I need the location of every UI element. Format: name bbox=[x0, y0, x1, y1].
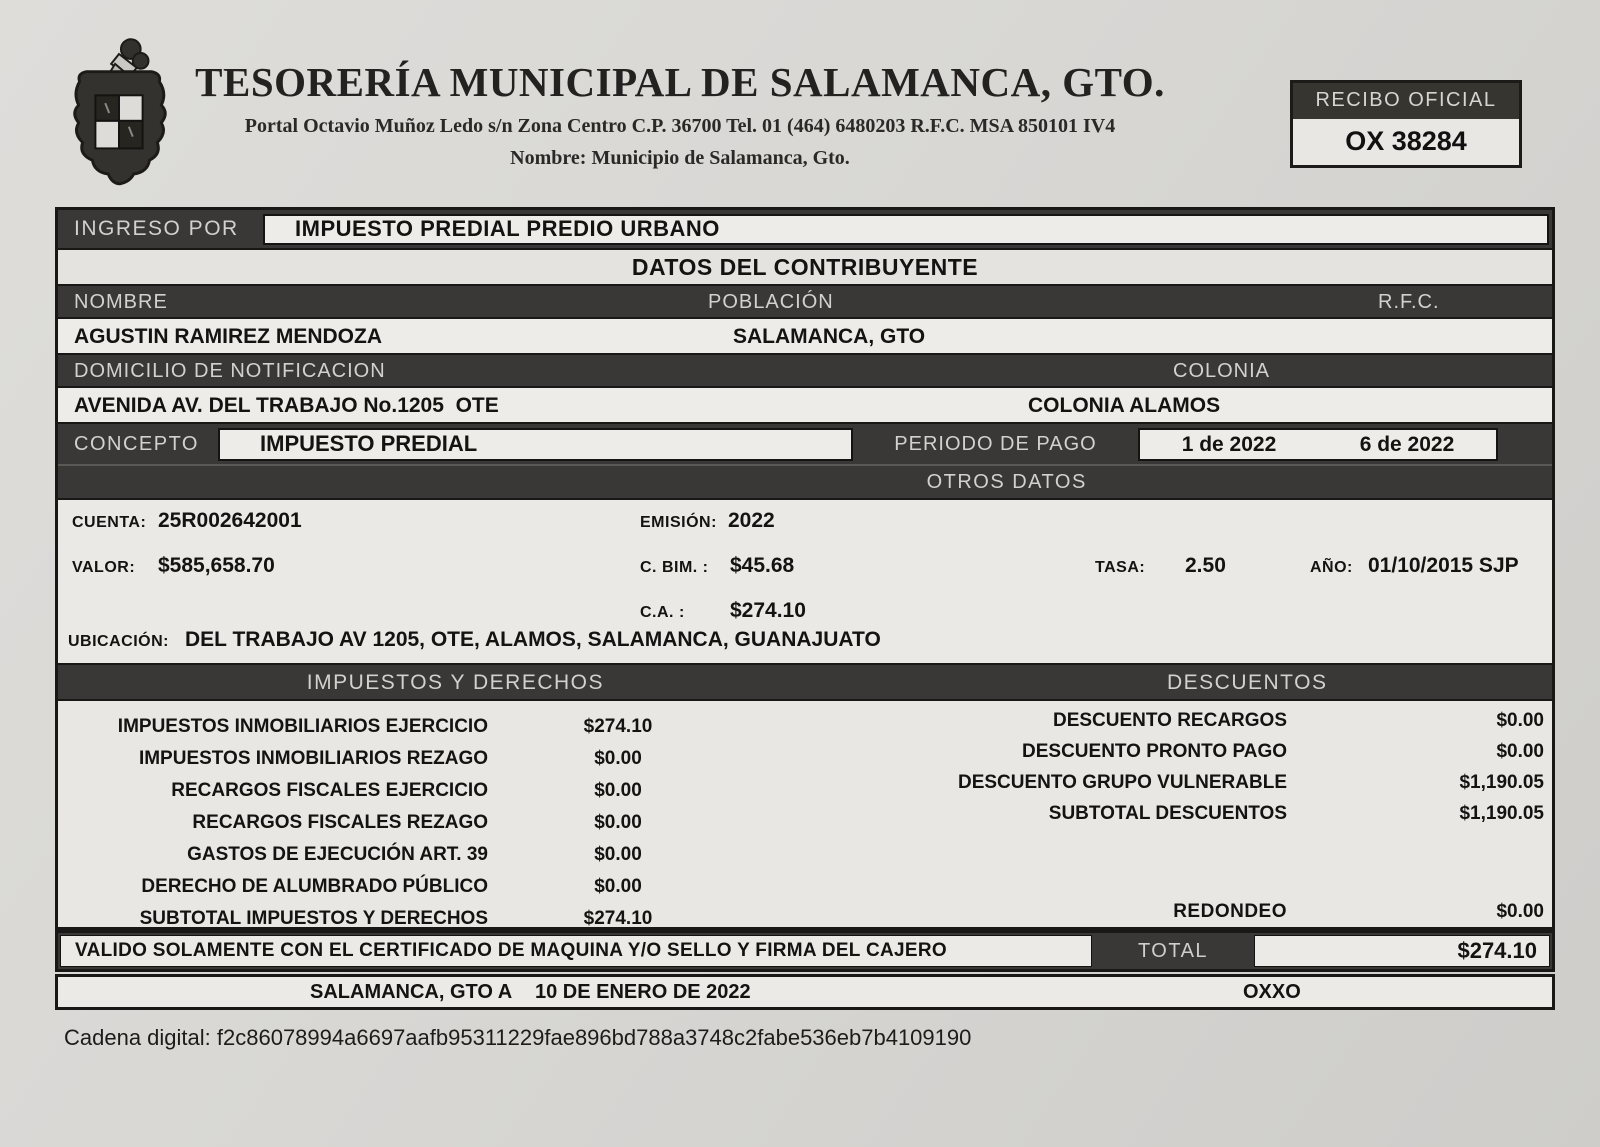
item-label: RECARGOS FISCALES EJERCICIO bbox=[171, 780, 488, 801]
ubicacion-label: UBICACIÓN: bbox=[68, 633, 169, 650]
letterhead bbox=[180, 58, 1180, 170]
periodo-to: 6 de 2022 bbox=[1359, 432, 1455, 456]
receipt-box-label: RECIBO OFICIAL bbox=[1293, 83, 1519, 119]
descuentos-table bbox=[832, 705, 1544, 829]
place-date-row bbox=[55, 974, 1555, 1010]
table-row bbox=[832, 736, 1544, 767]
ingreso-por-label: INGRESO POR bbox=[74, 217, 239, 240]
anio-label: AÑO: bbox=[1310, 559, 1353, 576]
receipt-number-box bbox=[1290, 80, 1522, 168]
table-row bbox=[58, 871, 738, 903]
impuestos-table bbox=[58, 711, 738, 935]
redondeo-label: REDONDEO bbox=[1173, 901, 1287, 922]
receipt-form bbox=[55, 207, 1555, 930]
table-row bbox=[832, 798, 1544, 829]
otros-datos-label: OTROS DATOS bbox=[926, 471, 1087, 493]
periodo-from: 1 de 2022 bbox=[1181, 432, 1277, 456]
colonia-label: COLONIA bbox=[1173, 360, 1271, 382]
cadena-digital-line bbox=[64, 1025, 971, 1051]
otros-datos-bar bbox=[58, 464, 1552, 498]
tasa-value: 2.50 bbox=[1185, 554, 1226, 577]
item-label: SUBTOTAL DESCUENTOS bbox=[1048, 802, 1287, 824]
place-label: SALAMANCA, GTO A bbox=[310, 981, 513, 1003]
ca-value: $274.10 bbox=[730, 599, 806, 622]
item-value: $0.00 bbox=[594, 844, 642, 865]
item-value: $0.00 bbox=[1496, 740, 1544, 762]
otros-datos-panel bbox=[58, 498, 1552, 663]
cuenta-value: 25R002642001 bbox=[158, 509, 302, 532]
item-label: DESCUENTO RECARGOS bbox=[1052, 709, 1287, 731]
valor-label: VALOR: bbox=[72, 559, 136, 576]
office-address: Portal Octavio Muñoz Ledo s/n Zona Centro C.P. 36700 Tel. 01 (464) 6480203 R.F.C. MSA 850101 IV4 bbox=[244, 115, 1116, 137]
tasa-label: TASA: bbox=[1095, 559, 1146, 576]
receipt-number: OX 38284 bbox=[1345, 126, 1467, 156]
salamanca-coat-of-arms-icon bbox=[60, 32, 178, 194]
ingreso-por-row bbox=[58, 210, 1552, 248]
item-value: $0.00 bbox=[594, 876, 642, 897]
item-label: IMPUESTOS INMOBILIARIOS REZAGO bbox=[138, 748, 488, 769]
rfc-label: R.F.C. bbox=[1378, 291, 1440, 313]
nombre-value: AGUSTIN RAMIREZ MENDOZA bbox=[74, 325, 382, 348]
contribuyente-values-row bbox=[58, 317, 1552, 353]
table-row bbox=[58, 743, 738, 775]
periodo-de-pago-box bbox=[1138, 428, 1498, 461]
ubicacion-value: DEL TRABAJO AV 1205, OTE, ALAMOS, SALAMANCA, GUANAJUATO bbox=[185, 628, 881, 651]
total-row bbox=[55, 930, 1555, 972]
item-value: $0.00 bbox=[594, 748, 642, 769]
item-value: $0.00 bbox=[594, 780, 642, 801]
item-value: $274.10 bbox=[583, 908, 653, 929]
total-value: $274.10 bbox=[1254, 935, 1550, 967]
item-label: IMPUESTOS INMOBILIARIOS EJERCICIO bbox=[117, 716, 488, 737]
domicilio-values-row bbox=[58, 386, 1552, 422]
contribuyente-section-header: DATOS DEL CONTRIBUYENTE bbox=[58, 248, 1552, 284]
nombre-label: NOMBRE bbox=[74, 291, 168, 313]
emision-value: 2022 bbox=[728, 509, 775, 532]
cadena-digital-label: Cadena digital: bbox=[64, 1025, 217, 1050]
colonia-value: COLONIA ALAMOS bbox=[1028, 394, 1221, 417]
valor-value: $585,658.70 bbox=[158, 554, 275, 577]
total-label: TOTAL bbox=[1137, 939, 1209, 962]
item-value: $1,190.05 bbox=[1459, 802, 1544, 824]
concepto-row bbox=[58, 422, 1552, 464]
impuestos-section-title: IMPUESTOS Y DERECHOS bbox=[306, 671, 605, 694]
table-row bbox=[58, 807, 738, 839]
concepto-value: IMPUESTO PREDIAL bbox=[218, 428, 853, 461]
table-row bbox=[832, 705, 1544, 736]
table-row bbox=[832, 767, 1544, 798]
cadena-digital-value: f2c86078994a6697aafb95311229fae896bd788a3748c2fabe536eb7b4109190 bbox=[216, 1025, 972, 1050]
ingreso-por-value: IMPUESTO PREDIAL PREDIO URBANO bbox=[263, 214, 1549, 245]
page-title: TESORERÍA MUNICIPAL DE SALAMANCA, GTO. bbox=[195, 59, 1165, 105]
emision-label: EMISIÓN: bbox=[640, 514, 717, 531]
cbim-label: C. BIM. : bbox=[640, 559, 709, 576]
date-value: 10 DE ENERO DE 2022 bbox=[535, 981, 751, 1003]
item-label: RECARGOS FISCALES REZAGO bbox=[192, 812, 488, 833]
validity-note: VALIDO SOLAMENTE CON EL CERTIFICADO DE MAQUINA Y/O SELLO Y FIRMA DEL CAJERO bbox=[60, 935, 1092, 967]
poblacion-label: POBLACIÓN bbox=[708, 291, 834, 313]
item-label: DERECHO DE ALUMBRADO PÚBLICO bbox=[141, 876, 488, 897]
item-value: $0.00 bbox=[594, 812, 642, 833]
periodo-de-pago-label: PERIODO DE PAGO bbox=[894, 432, 1097, 455]
domicilio-value: AVENIDA AV. DEL TRABAJO No.1205 OTE bbox=[74, 394, 499, 417]
poblacion-value: SALAMANCA, GTO bbox=[733, 325, 926, 348]
table-row bbox=[58, 711, 738, 743]
municipality-name: Nombre: Municipio de Salamanca, Gto. bbox=[510, 147, 850, 169]
item-label: GASTOS DE EJECUCIÓN ART. 39 bbox=[187, 844, 488, 865]
domicilio-label: DOMICILIO DE NOTIFICACION bbox=[74, 360, 386, 382]
redondeo-value: $0.00 bbox=[1496, 901, 1544, 922]
cuenta-label: CUENTA: bbox=[72, 514, 147, 531]
table-row bbox=[58, 839, 738, 871]
contribuyente-column-headers bbox=[58, 284, 1552, 317]
amounts-panel bbox=[58, 699, 1552, 927]
item-value: $1,190.05 bbox=[1459, 771, 1544, 793]
tables-section-bar bbox=[58, 663, 1552, 699]
item-label: DESCUENTO PRONTO PAGO bbox=[1022, 740, 1287, 762]
item-label: SUBTOTAL IMPUESTOS Y DERECHOS bbox=[139, 908, 488, 929]
domicilio-column-headers bbox=[58, 353, 1552, 386]
redondeo-row bbox=[832, 901, 1544, 923]
anio-value: 01/10/2015 SJP bbox=[1368, 554, 1519, 577]
cbim-value: $45.68 bbox=[730, 554, 795, 577]
concepto-label: CONCEPTO bbox=[74, 432, 199, 455]
ca-label: C.A. : bbox=[640, 604, 685, 621]
cashier-name: OXXO bbox=[1243, 981, 1301, 1003]
item-value: $274.10 bbox=[583, 716, 653, 737]
item-value: $0.00 bbox=[1496, 709, 1544, 731]
table-row bbox=[58, 775, 738, 807]
descuentos-section-title: DESCUENTOS bbox=[1166, 671, 1328, 694]
item-label: DESCUENTO GRUPO VULNERABLE bbox=[957, 771, 1287, 793]
